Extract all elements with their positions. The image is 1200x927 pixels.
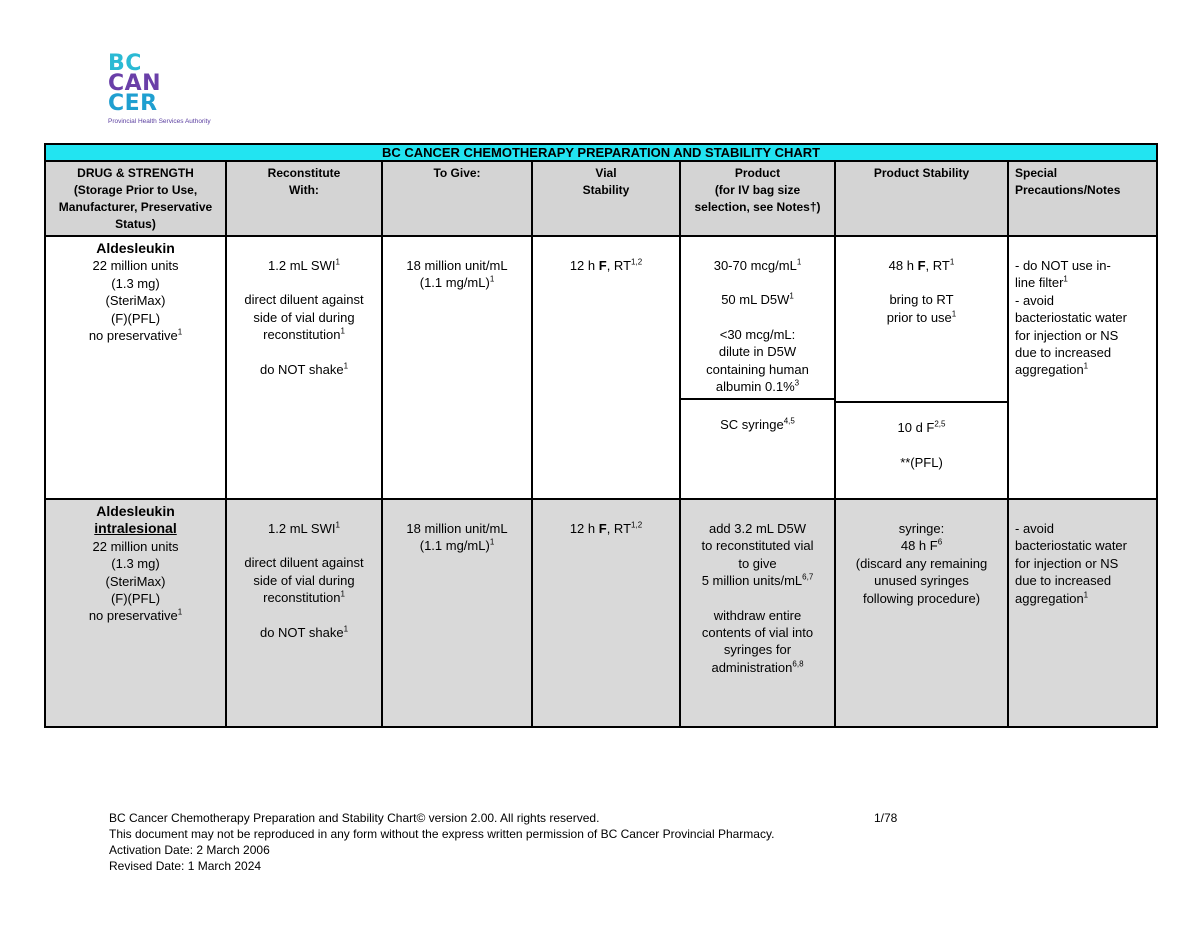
reconstitute-cell: 1.2 mL SWI$^1$ direct diluent against side of vial during reconstitution$^1$ do NOT shake$^1$ — [226, 499, 382, 727]
header-to-give: To Give: — [382, 161, 532, 236]
header-drug-strength: DRUG & STRENGTH (Storage Prior to Use, Manufacturer, Preservative Status) — [45, 161, 226, 236]
logo-line-3: CER — [108, 91, 158, 116]
footer-revised-date: Revised Date: 1 March 2024 — [109, 859, 262, 873]
page-number: 1/78 — [874, 811, 898, 825]
product-stability-cell: syringe: 48 h $F^6$ (discard any remaining unused syringes following procedure) — [835, 499, 1008, 727]
product-cell: add 3.2 mL D5W to reconstituted vial to give 5 million units/mL$^{6,7}$ withdraw entire contents of vial into syringes for administration$^{6,8}$ — [680, 499, 835, 727]
drug-cell: Aldesleukin intralesional 22 million units (1.3 mg) (SteriMax) (F)(PFL) no preservative$^1$ — [45, 499, 226, 727]
reconstitute-cell: 1.2 mL SWI$^1$ direct diluent against side of vial during reconstitution$^1$ do NOT shake$^1$ — [226, 236, 382, 499]
stability-chart-table — [44, 143, 1158, 728]
table-row — [45, 236, 1157, 499]
header-product-stability: Product Stability — [835, 161, 1008, 236]
footer-permission: This document may not be reproduced in any form without the express written permission of BC Cancer Provincial Pharmacy. — [109, 827, 775, 841]
header-product: Product (for IV bag size selection, see Notes†) — [680, 161, 835, 236]
product-cell: 30-70 mcg/$mL^1$ 50 mL $D5W^1$ <30 mcg/mL: dilute in D5W containing human albumin 0.1%$^3$ SC syringe$^{4,5}$ — [680, 236, 835, 499]
special-notes-cell: - avoid bacteriostatic water for injection or NS due to increased aggregation$^1$ — [1008, 499, 1157, 727]
logo-line-1: BC — [108, 51, 142, 76]
bc-cancer-logo — [108, 51, 248, 128]
logo-line-2: CAN — [108, 71, 162, 96]
to-give-cell: 18 million unit/mL (1.1 mg/mL)$^1$ — [382, 499, 532, 727]
footer-activation-date: Activation Date: 2 March 2006 — [109, 843, 270, 857]
page-footer — [109, 810, 898, 874]
product-stability-cell: 48 h F, $RT^1$ bring to RT prior to use$^1$ 10 d F$^{2,5}$ **(PFL) — [835, 236, 1008, 499]
vial-stability-cell: 12 h F, RT$^{1,2}$ — [532, 499, 680, 727]
special-notes-cell: - do NOT use in- line filter$^1$ - avoid bacteriostatic water for injection or NS due to increased aggregation$^1$ — [1008, 236, 1157, 499]
header-special-precautions: Special Precautions/Notes — [1008, 161, 1157, 236]
footer-copyright: BC Cancer Chemotherapy Preparation and Stability Chart© version 2.00. All rights reserved. — [109, 811, 600, 825]
drug-cell: Aldesleukin 22 million units (1.3 mg) (SteriMax) (F)(PFL) no preservative$^1$ — [45, 236, 226, 499]
header-row — [45, 161, 1157, 236]
header-vial-stability: Vial Stability — [532, 161, 680, 236]
table-row — [45, 499, 1157, 727]
vial-stability-cell: 12 h F, RT$^{1,2}$ — [532, 236, 680, 499]
chart-title: BC CANCER CHEMOTHERAPY PREPARATION AND STABILITY CHART — [45, 144, 1157, 161]
to-give-cell: 18 million unit/mL (1.1 mg/mL)$^1$ — [382, 236, 532, 499]
logo-tagline: Provincial Health Services Authority — [108, 118, 211, 125]
header-reconstitute: Reconstitute With: — [226, 161, 382, 236]
